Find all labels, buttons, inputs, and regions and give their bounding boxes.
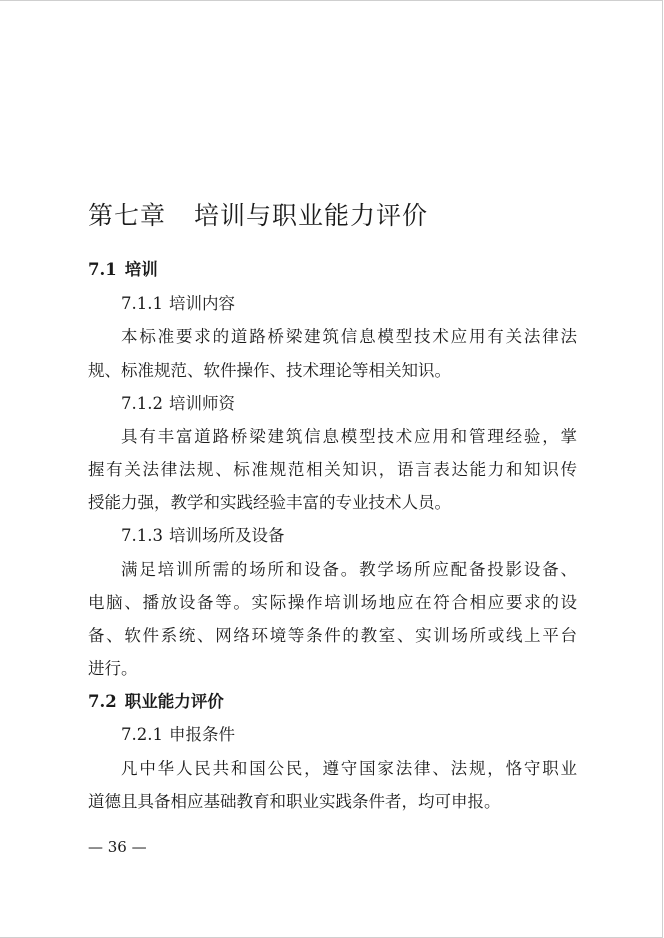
subsection-heading-7-2-1: [121, 724, 235, 746]
paragraph-line: 备、软件系统、网络环境等条件的教室、实训场所或线上平台: [88, 626, 577, 645]
subsection-title: 培训内容: [168, 294, 235, 313]
subsection-heading-7-1-1: [121, 293, 235, 315]
paragraph-line: 授能力强，教学和实践经验丰富的专业技术人员。: [88, 493, 451, 512]
paragraph-line: 电脑、播放设备等。实际操作培训场地应在符合相应要求的设: [88, 593, 577, 612]
paragraph-line: 进行。: [88, 659, 138, 678]
section-heading-7-1: [88, 259, 158, 281]
subsection-title: 培训场所及设备: [168, 526, 285, 545]
paragraph-line: 满足培训所需的场所和设备。教学场所应配备投影设备、: [121, 560, 577, 579]
section-heading-7-2: [88, 691, 224, 713]
paragraph-line: 握有关法律法规、标准规范相关知识，语言表达能力和知识传: [88, 460, 577, 479]
subsection-number: 7.1.1: [121, 294, 163, 313]
section-title: 培训: [124, 260, 158, 279]
chapter-title: [88, 196, 428, 232]
subsection-title: 培训师资: [168, 394, 235, 413]
subsection-number: 7.1.3: [121, 526, 163, 545]
subsection-number: 7.1.2: [121, 394, 163, 413]
chapter-number: 第七章: [88, 201, 167, 230]
paragraph-line: 凡中华人民共和国公民，遵守国家法律、法规，恪守职业: [121, 759, 577, 778]
chapter-name: 培训与职业能力评价: [194, 201, 429, 230]
paragraph-line: 本标准要求的道路桥梁建筑信息模型技术应用有关法律法: [121, 327, 577, 346]
subsection-title: 申报条件: [168, 725, 235, 744]
section-number: 7.2: [88, 692, 117, 711]
page-number: — 36 —: [88, 838, 147, 856]
paragraph-line: 具有丰富道路桥梁建筑信息模型技术应用和管理经验，掌: [121, 427, 577, 446]
paragraph-line: 规、标准规范、软件操作、技术理论等相关知识。: [88, 361, 451, 380]
section-number: 7.1: [88, 260, 117, 279]
section-title: 职业能力评价: [124, 692, 224, 711]
subsection-number: 7.2.1: [121, 725, 163, 744]
subsection-heading-7-1-3: [121, 525, 284, 547]
subsection-heading-7-1-2: [121, 393, 235, 415]
paragraph-line: 道德且具备相应基础教育和职业实践条件者，均可申报。: [88, 792, 501, 811]
